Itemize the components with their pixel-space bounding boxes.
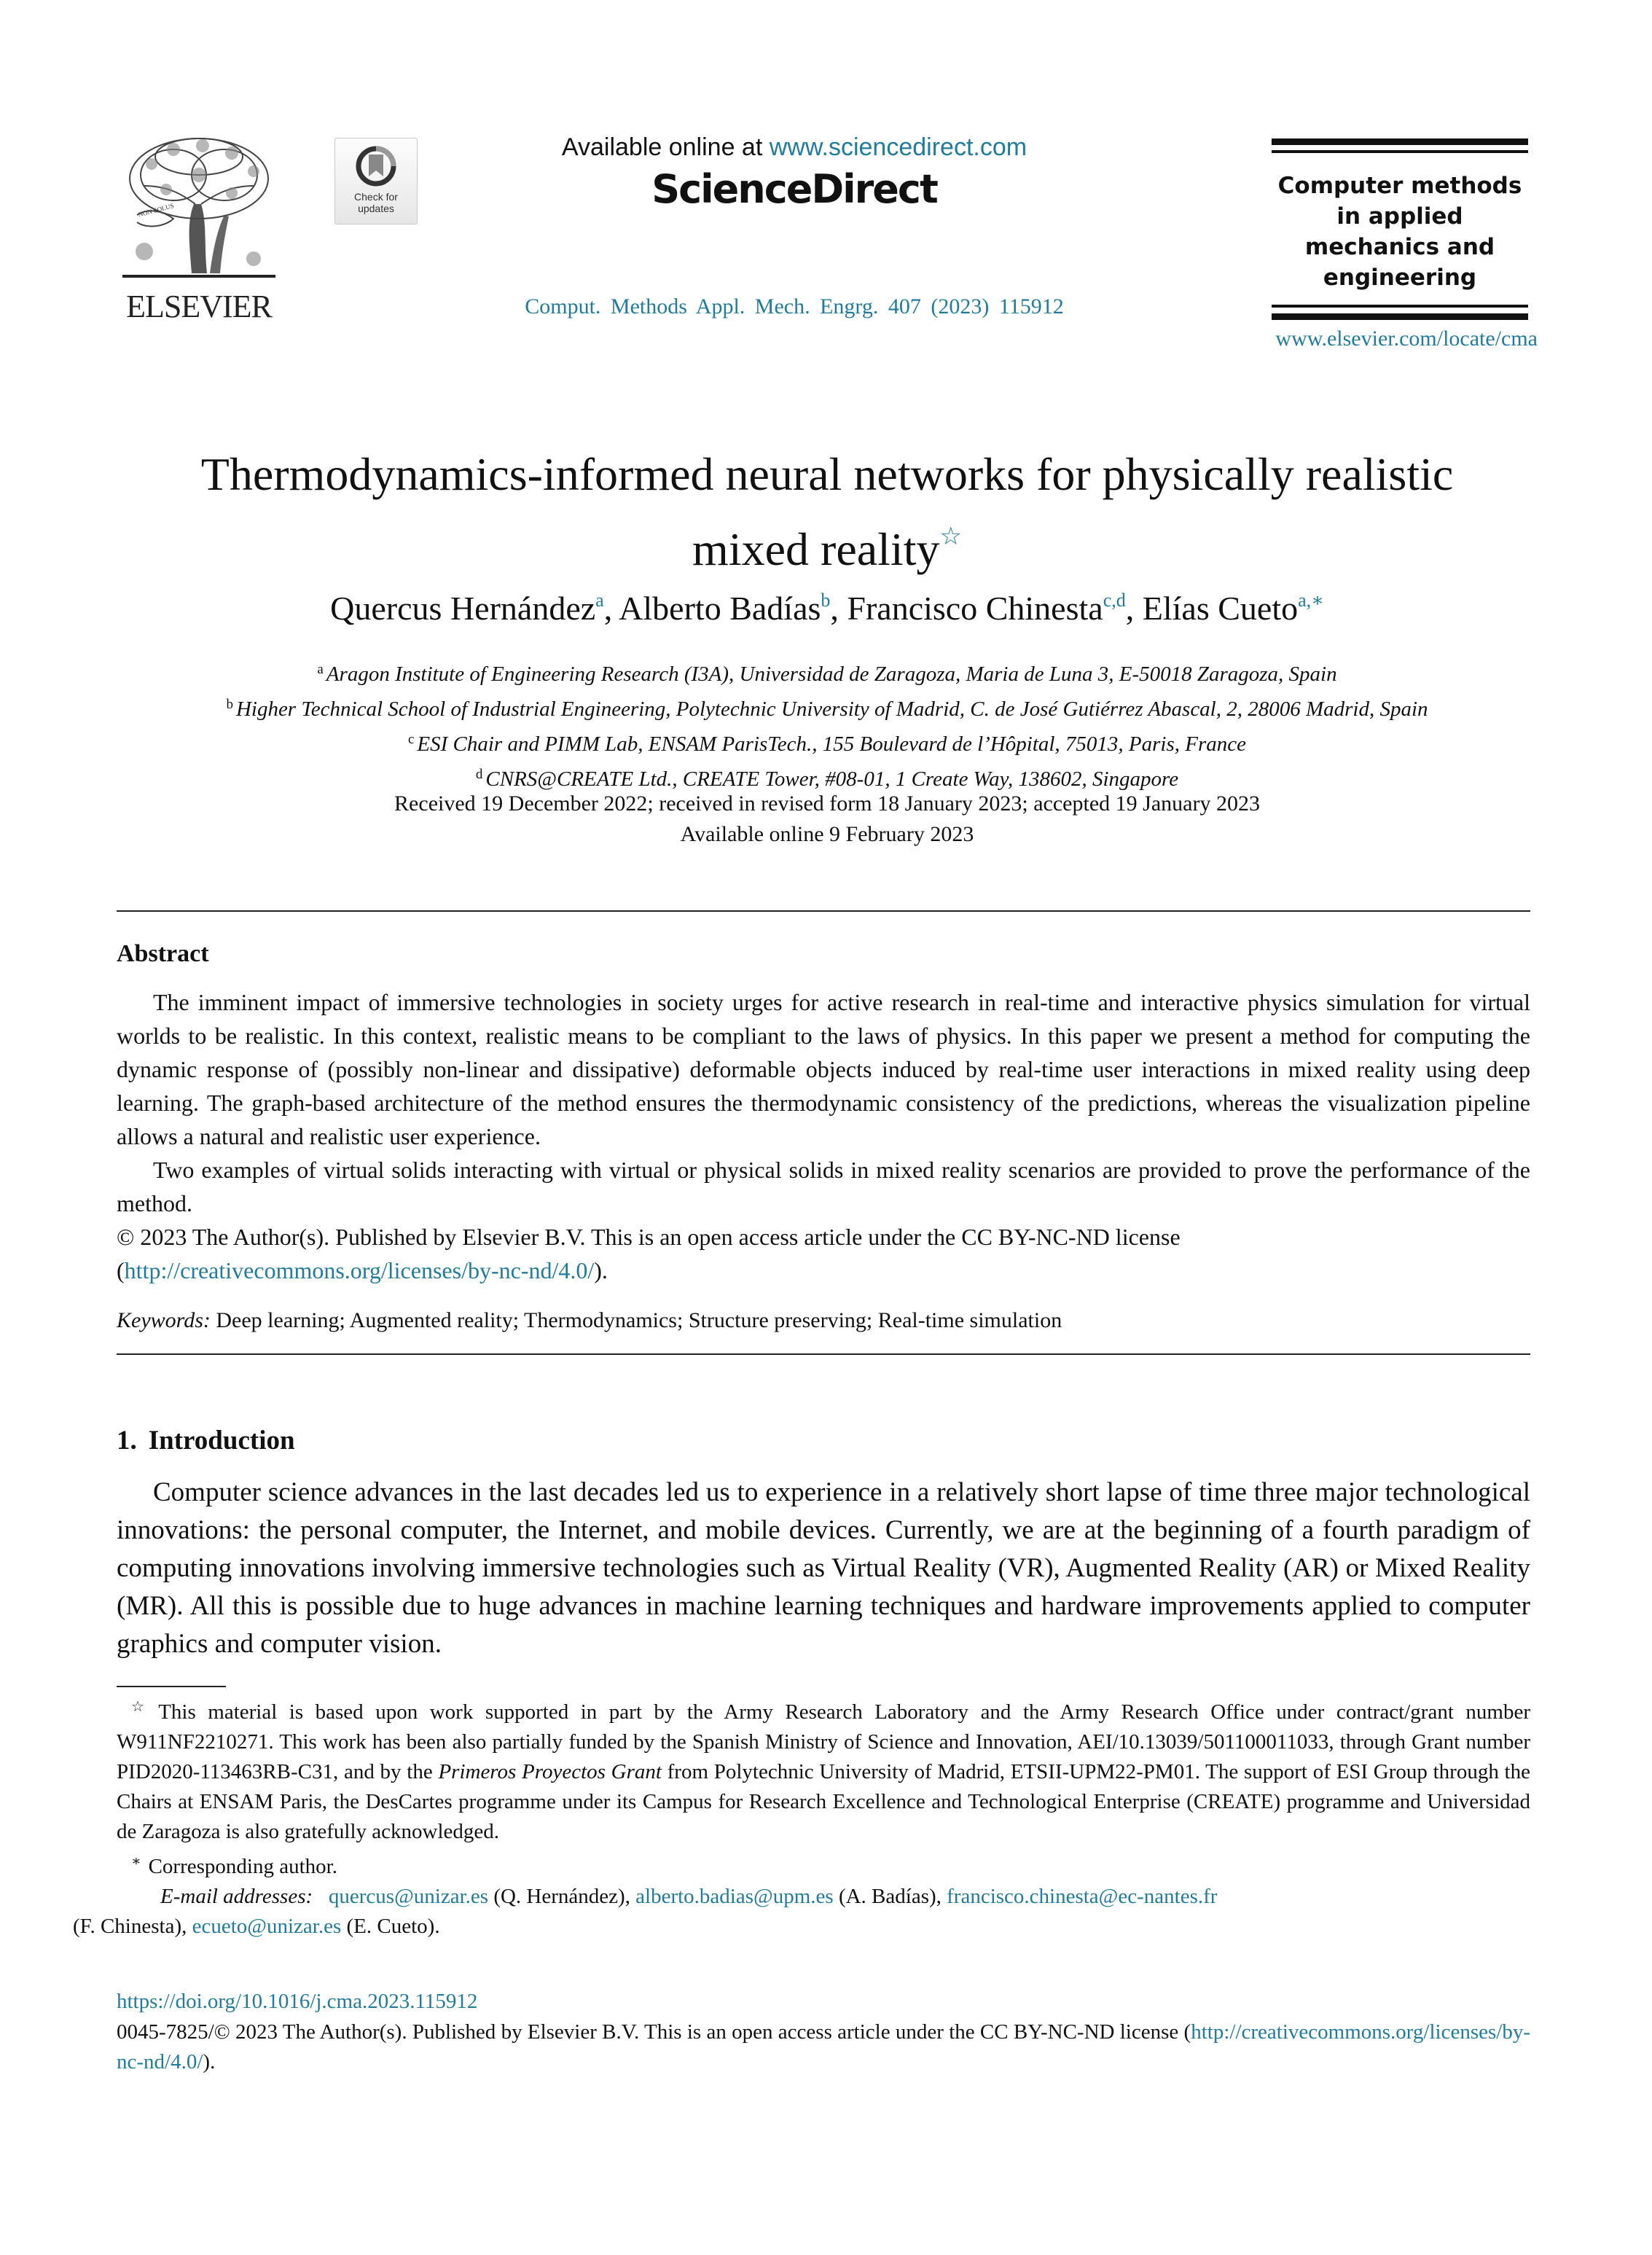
email-link[interactable]: francisco.chinesta@ec-nantes.fr xyxy=(947,1885,1218,1908)
copyright-footer xyxy=(117,2017,1530,2077)
corresponding-author-note xyxy=(117,1847,1530,1882)
journal-title-line: engineering xyxy=(1323,265,1477,291)
affiliation-list xyxy=(102,654,1552,794)
affiliation-link[interactable]: c,d xyxy=(1103,590,1126,611)
check-for-updates-button[interactable] xyxy=(334,138,418,224)
available-online-label: Available online at xyxy=(561,133,770,161)
section-heading-introduction xyxy=(117,1425,295,1456)
check-updates-icon xyxy=(356,144,396,188)
svg-text:NON SOLUS: NON SOLUS xyxy=(137,201,175,219)
affiliation-text: Higher Technical School of Industrial Engineering, Polytechnic University of Madrid, C. de José Gutiérrez Abascal, 2, 28006 Madrid, Spain xyxy=(235,697,1428,721)
affiliation-mark: c xyxy=(407,732,415,747)
author-name: Elías Cueto xyxy=(1142,590,1299,627)
divider xyxy=(117,1353,1530,1355)
footnote-rule xyxy=(117,1686,226,1687)
title-line-2: mixed reality xyxy=(692,523,940,575)
journal-masthead xyxy=(1272,138,1528,321)
license-link[interactable]: http://creativecommons.org/licenses/by-nc-nd/4.0/ xyxy=(117,2020,1530,2074)
email-link[interactable]: ecueto@unizar.es xyxy=(192,1915,342,1938)
check-updates-line1: Check for xyxy=(354,191,398,203)
funding-footnote xyxy=(117,1692,1530,1847)
affiliation-mark: a xyxy=(317,662,324,677)
section-number: 1. xyxy=(117,1426,137,1455)
affiliation-link[interactable]: a xyxy=(595,590,604,611)
masthead-rule xyxy=(1272,305,1528,308)
funding-text: from Polytechnic University of Madrid, ETSII-UPM22-PM01. The support of ESI Group through the Chairs at ENSAM Paris, the DesCartes programme under its Campus for Research Excellence and Technological Enterprise (CREATE) programme and Universidad de Zaragoza is also gratefully acknowledged. xyxy=(117,1760,1530,1843)
author-separator: , xyxy=(603,590,619,627)
author-separator: , xyxy=(1125,590,1143,627)
affiliation-item xyxy=(102,654,1552,689)
author-separator: , xyxy=(830,590,847,627)
title-footnote-star-icon[interactable]: ☆ xyxy=(939,523,962,550)
masthead-rule xyxy=(1272,313,1528,320)
affiliation-link[interactable]: a,∗ xyxy=(1298,590,1324,611)
corresponding-text: Corresponding author. xyxy=(148,1855,337,1878)
footnotes xyxy=(73,1692,1530,1942)
keywords-text: Deep learning; Augmented reality; Thermodynamics; Structure preserving; Real-time simulation xyxy=(210,1308,1062,1332)
journal-title-line: in applied xyxy=(1336,203,1463,230)
email-addresses xyxy=(73,1882,1530,1942)
available-online-date: Available online 9 February 2023 xyxy=(680,822,974,846)
title-line-1: Thermodynamics-informed neural networks for physically realistic xyxy=(200,448,1454,500)
available-online xyxy=(466,133,1122,162)
abstract-paragraph: Two examples of virtual solids interacting with virtual or physical solids in mixed reality scenarios are provided to prove the performance of the method. xyxy=(117,1157,1530,1216)
email-link[interactable]: alberto.badias@upm.es xyxy=(635,1885,834,1908)
funding-grant-name: Primeros Proyectos Grant xyxy=(438,1760,662,1783)
paper-title xyxy=(102,443,1552,581)
affiliation-link[interactable]: b xyxy=(821,590,831,611)
introduction-body xyxy=(117,1474,1530,1663)
abstract-paragraph: The imminent impact of immersive technologies in society urges for active research in real-time and interactive physics simulation for virtual worlds to be realistic. In this context, realistic means to be compliant to the laws of physics. In this paper we present a method for computing the dynamic response of (possibly non-linear and dissipative) deformable objects induced by real-time user interactions in mixed reality using deep learning. The graph-based architecture of the method ensures the thermodynamic consistency of the predictions, whereas the visualization pipeline allows a natural and realistic user experience. xyxy=(117,989,1530,1149)
asterisk-icon: ∗ xyxy=(131,1853,141,1869)
elsevier-wordmark: ELSEVIER xyxy=(126,289,272,324)
email-link[interactable]: quercus@unizar.es xyxy=(328,1885,489,1908)
masthead-rule xyxy=(1272,150,1528,153)
email-label: E-mail addresses: xyxy=(160,1885,313,1908)
license-paren: ). xyxy=(203,2050,216,2074)
introduction-paragraph: Computer science advances in the last decades led us to experience in a relatively short lapse of time three major technological innovations: the personal computer, the Internet, and mobile devices. Currently, we are at the beginning of a fourth paradigm of computing innovations involving immersive technologies such as Virtual Reality (VR), Augmented Reality (AR) or Mixed Reality (MR). All this is possible due to huge advances in machine learning techniques and hardware improvements applied to computer graphics and computer vision. xyxy=(117,1477,1530,1659)
article-history xyxy=(102,789,1552,850)
affiliation-text: Aragon Institute of Engineering Research (I3A), Universidad de Zaragoza, Maria de Luna 3, E-50018 Zaragoza, Spain xyxy=(326,663,1337,686)
author-name: Francisco Chinesta xyxy=(847,590,1103,627)
author-list xyxy=(102,589,1552,628)
affiliation-mark: d xyxy=(475,767,483,782)
author-name: Quercus Hernández xyxy=(330,590,596,627)
keywords xyxy=(117,1308,1530,1333)
funding-text: This material is based upon work supported in part by the Army Research Laboratory and the Army Research Office under contract/grant number W911NF2210271. This work has been also partially funded by the Spanish Ministry of Science and Innovation, AEI/10.13039/501100011033, through Grant number PID2020-113463RB-C31, and by the xyxy=(117,1700,1530,1783)
license-paren: ). xyxy=(594,1257,608,1283)
email-owner: (Q. Hernández), xyxy=(488,1885,636,1908)
journal-title-line: mechanics and xyxy=(1304,234,1495,260)
doi-link[interactable]: https://doi.org/10.1016/j.cma.2023.115912 xyxy=(117,1990,478,2013)
check-updates-line2: updates xyxy=(358,203,394,214)
abstract-body xyxy=(117,985,1530,1287)
footnote-star-icon: ☆ xyxy=(131,1699,152,1715)
copyright-text: 0045-7825/© 2023 The Author(s). Published by Elsevier B.V. This is an open access article under the CC BY-NC-ND license ( xyxy=(117,2020,1191,2044)
affiliation-mark: b xyxy=(226,697,233,712)
affiliation-text: ESI Chair and PIMM Lab, ENSAM ParisTech., 155 Boulevard de l’Hôpital, 75013, Paris, France xyxy=(417,732,1247,756)
journal-homepage-link[interactable]: www.elsevier.com/locate/cma xyxy=(1275,327,1538,351)
journal-title-line: Computer methods xyxy=(1277,173,1522,199)
license-text: © 2023 The Author(s). Published by Elsevier B.V. This is an open access article under the CC BY-NC-ND license xyxy=(117,1224,1181,1250)
keywords-label: Keywords: xyxy=(117,1308,211,1332)
section-title: Introduction xyxy=(148,1426,295,1455)
email-owner: (E. Cueto). xyxy=(341,1915,440,1938)
elsevier-tree-icon xyxy=(122,135,275,281)
sciencedirect-link[interactable]: www.sciencedirect.com xyxy=(769,133,1027,161)
divider xyxy=(117,910,1530,912)
sciencedirect-logo: ScienceDirect xyxy=(651,166,937,212)
affiliation-item xyxy=(102,724,1552,759)
abstract-heading: Abstract xyxy=(117,940,209,967)
author-name: Alberto Badías xyxy=(619,590,821,627)
license-paren: ( xyxy=(117,1257,125,1283)
received-dates: Received 19 December 2022; received in revised form 18 January 2023; accepted 19 January 2023 xyxy=(394,792,1260,816)
elsevier-logo xyxy=(115,135,283,324)
journal-title xyxy=(1272,171,1528,293)
journal-reference-link[interactable]: Comput. Methods Appl. Mech. Engrg. 407 (2023) 115912 xyxy=(525,294,1064,318)
affiliation-text: CNRS@CREATE Ltd., CREATE Tower, #08-01, 1 Create Way, 138602, Singapore xyxy=(485,767,1179,791)
email-owner: (A. Badías), xyxy=(833,1885,947,1908)
email-owner: (F. Chinesta), xyxy=(73,1915,192,1938)
license-link[interactable]: http://creativecommons.org/licenses/by-nc-nd/4.0/ xyxy=(124,1257,595,1283)
affiliation-item xyxy=(102,689,1552,724)
abstract-license xyxy=(117,1220,1530,1287)
masthead-rule xyxy=(1272,138,1528,145)
